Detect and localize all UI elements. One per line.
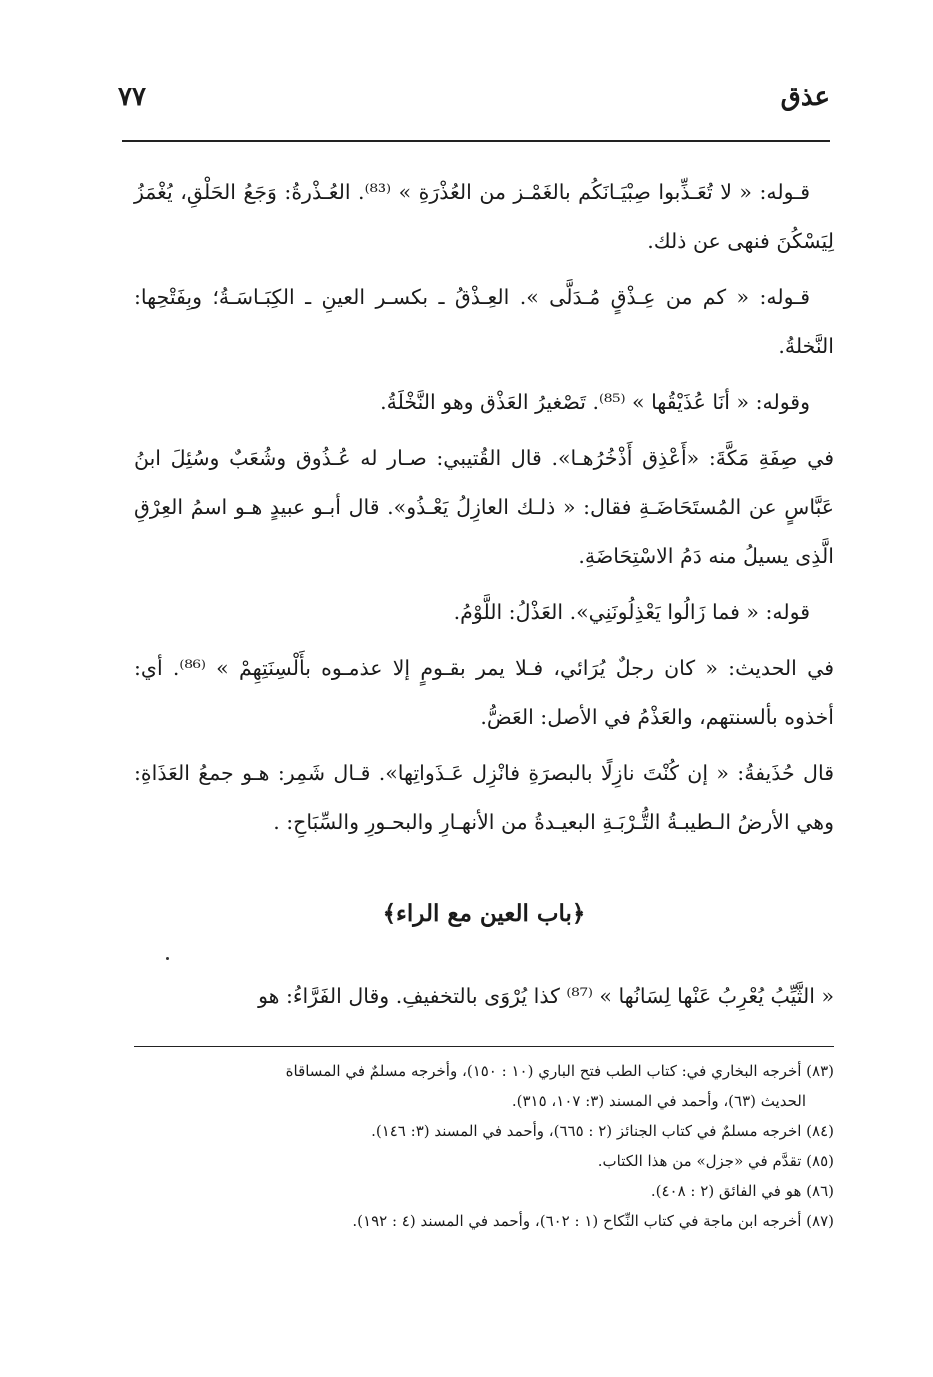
footnote: (٨٧) أخرجه ابن ماجة في كتاب النِّكاح (١ : ٦٠٢)، وأحمد في المسند (٤ : ١٩٢). bbox=[352, 1212, 834, 1230]
print-speck bbox=[166, 957, 169, 960]
entry-paragraph: قـوله: « كم من عِـذْقٍ مُـدَلَّى ». العِـذْقُ ـ بكسـر العينِ ـ الكِبَـاسَـةُ؛ وبِفَتْحِها: النَّخلةُ. bbox=[134, 285, 834, 358]
footnote: (٨٣) أخرجه البخاري في: كتاب الطب فتح الباري (١٠ : ١٥٠)، وأخرجه مسلمٌ في المساقاة bbox=[285, 1062, 834, 1080]
entry-paragraph: في الحديث: « كان رجلٌ يُرَائي، فـلا يمر بقـومٍ إلا عذمـوه بأَلْسِنَتِهِمْ » ⁽⁸⁶⁾. أي: أخذوه بألسنتهم، والعَذْمُ في الأصل: العَضُّ. bbox=[134, 656, 834, 729]
entry-paragraph: في صِفَةِ مَكَّةَ: «أَعْذِق أَذْخُرُهـا». قال القُتيبي: صـار له عُـذُوق وشُعَبٌ وسُئِلَ ابنُ عَبَّاسٍ عن المُستَحَاضَـةِ فقال: « ذلـك العازِلُ يَعْـذُو». قال أبـو عبيدٍ هـو اسمُ العِرْقِ الَّذِى يسيلُ منه دَمُ الاسْتِحَاضَةِ. bbox=[134, 446, 834, 568]
running-head-word: عذق bbox=[780, 82, 830, 112]
entry-paragraph: « الثَّيِّبُ يُعْرِبُ عَنْها لِسَانُها » ⁽⁸⁷⁾ كذا يُرْوَى بالتخفيفِ. وقال الفَرَّاءُ: هو bbox=[258, 984, 834, 1008]
main-text bbox=[134, 168, 834, 854]
section-heading: ﴿باب العين مع الراء﴾ bbox=[382, 900, 586, 927]
footnote: (٨٤) اخرجه مسلمٌ في كتاب الجنائز (٢ : ٦٦٥)، وأحمد في المسند (٣: ١٤٦). bbox=[371, 1122, 834, 1140]
footnote: (٨٦) هو في الفائق (٢ : ٤٠٨). bbox=[650, 1182, 834, 1200]
footnote: (٨٥) تقدَّم في «جزل» من هذا الكتاب. bbox=[597, 1152, 834, 1170]
entry-paragraph: قال حُذَيفةُ: « إن كُنْتَ نازِلًا بالبصرَةِ فانْزِل عَـذَواتِها». قـال شَمِر: هـو جمعُ العَذَاةِ: وهي الأرضُ الـطيبـةُ التُّـرْبَـةِ البعيـدةُ من الأنهـارِ والبحـورِ والسِّبَاحِ: . bbox=[134, 761, 834, 834]
footnote-continuation: الحديث (٦٣)، وأحمد في المسند (٣: ١٠٧، ٣١٥). bbox=[511, 1092, 806, 1110]
footnote-rule bbox=[134, 1046, 834, 1047]
running-head bbox=[118, 82, 830, 126]
footnotes bbox=[134, 1056, 834, 1236]
page-number: ٧٧ bbox=[118, 82, 146, 112]
entry-paragraph: قـوله: « لا تُعَـذِّبوا صِبْيَـانَكُم بالغَمْـز من العُذْرَةِ » ⁽⁸³⁾. العُـذْرةُ: وَجَعُ الحَلْقِ، يُغْمَزُ لِيَسْكُنَ فنهى عن ذلك. bbox=[134, 180, 834, 253]
entry-paragraph: وقوله: « أنَا عُذَيْقُها » ⁽⁸⁵⁾. تَصْغيرُ العَذْق وهو النَّخْلَةُ. bbox=[380, 390, 810, 414]
entry-paragraph: قوله: « فما زَالُوا يَعْذِلُونَنِي». العَذْلُ: اللَّوْمُ. bbox=[453, 600, 810, 624]
header-rule bbox=[122, 140, 830, 142]
continuation-text bbox=[134, 972, 834, 1021]
